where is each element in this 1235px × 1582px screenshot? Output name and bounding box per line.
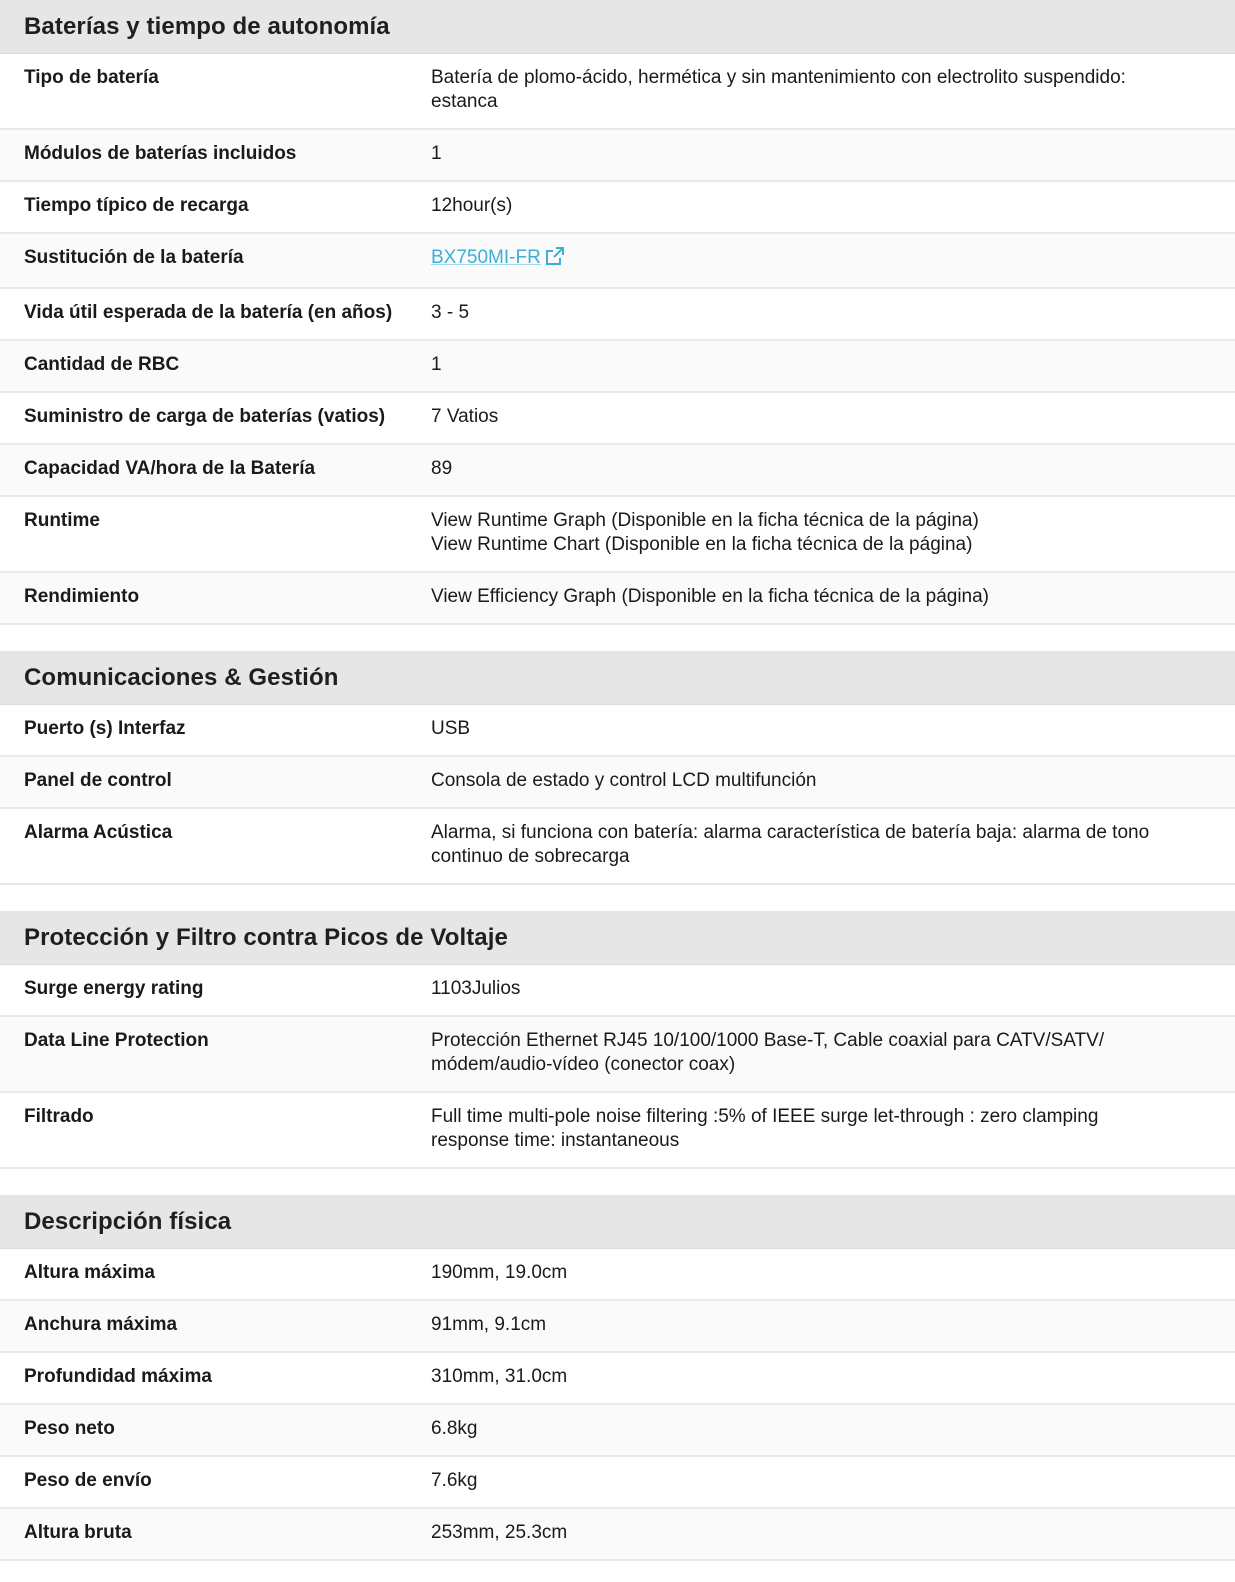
spec-label: Sustitución de la batería xyxy=(24,247,244,268)
spec-value xyxy=(406,405,1235,429)
spec-value xyxy=(406,821,1235,869)
spec-value xyxy=(406,1261,1235,1285)
spec-value-line: View Efficiency Graph (Disponible en la ficha técnica de la página) xyxy=(431,586,990,607)
spec-section-comunicaciones-gestion xyxy=(0,651,1235,885)
section-header xyxy=(0,1195,1235,1249)
spec-row-tiempo-tipico-de-recarga xyxy=(0,182,1235,234)
spec-value-line: 6.8kg xyxy=(431,1418,478,1439)
spec-value-line: estanca xyxy=(431,91,498,112)
spec-row-tipo-de-bateria xyxy=(0,54,1235,130)
spec-row-anchura-maxima xyxy=(0,1301,1235,1353)
spec-row-sustitucion-de-la-bateria xyxy=(0,234,1235,289)
section-title: Comunicaciones & Gestión xyxy=(24,663,339,691)
spec-row-altura-maxima xyxy=(0,1249,1235,1301)
spec-value xyxy=(406,585,1235,609)
spec-value-line: 7.6kg xyxy=(431,1470,478,1491)
spec-value xyxy=(406,246,1235,273)
spec-row-modulos-de-baterias-incluidos xyxy=(0,130,1235,182)
spec-value xyxy=(406,1365,1235,1389)
spec-value-line: Batería de plomo-ácido, hermética y sin mantenimiento con electrolito suspendido: xyxy=(431,67,1126,88)
spec-row-peso-de-envio xyxy=(0,1457,1235,1509)
spec-value xyxy=(406,1417,1235,1441)
spec-value xyxy=(406,142,1235,166)
spec-label: Surge energy rating xyxy=(24,978,204,999)
spec-label: Alarma Acústica xyxy=(24,822,173,843)
spec-value-line: Full time multi-pole noise filtering :5% of IEEE surge let-through : zero clamping xyxy=(431,1106,1099,1127)
spec-label: Módulos de baterías incluidos xyxy=(24,143,297,164)
battery-replacement-link[interactable] xyxy=(431,247,565,268)
spec-label: Peso neto xyxy=(24,1418,115,1439)
spec-row-filtrado xyxy=(0,1093,1235,1169)
spec-value xyxy=(406,1029,1235,1077)
spec-row-rendimiento xyxy=(0,573,1235,625)
spec-row-suministro-de-carga-de-baterias-vatios xyxy=(0,393,1235,445)
spec-value-line: 3 - 5 xyxy=(431,302,470,323)
section-title: Baterías y tiempo de autonomía xyxy=(24,12,390,40)
spec-value-line: USB xyxy=(431,718,471,739)
section-header xyxy=(0,0,1235,54)
spec-label: Suministro de carga de baterías (vatios) xyxy=(24,406,386,427)
spec-value-line: 190mm, 19.0cm xyxy=(431,1262,568,1283)
spec-label: Capacidad VA/hora de la Batería xyxy=(24,458,316,479)
spec-rows xyxy=(0,1249,1235,1561)
spec-value xyxy=(406,717,1235,741)
spec-label: Vida útil esperada de la batería (en años) xyxy=(24,302,393,323)
spec-value xyxy=(406,977,1235,1001)
spec-value-line: View Runtime Chart (Disponible en la ficha técnica de la página) xyxy=(431,534,973,555)
spec-value-line: 1103Julios xyxy=(431,978,521,999)
spec-value-line: 89 xyxy=(431,458,453,479)
section-gap xyxy=(0,625,1235,651)
spec-label: Profundidad máxima xyxy=(24,1366,212,1387)
spec-value-line: 1 xyxy=(431,354,442,375)
spec-section-baterias-y-tiempo-de-autonomia xyxy=(0,0,1235,625)
spec-row-surge-energy-rating xyxy=(0,965,1235,1017)
spec-row-puerto-s-interfaz xyxy=(0,705,1235,757)
spec-label: Tipo de batería xyxy=(24,67,159,88)
spec-label: Data Line Protection xyxy=(24,1030,209,1051)
spec-value-line: View Runtime Graph (Disponible en la ficha técnica de la página) xyxy=(431,510,979,531)
spec-value xyxy=(406,769,1235,793)
spec-value-line: módem/audio-vídeo (conector coax) xyxy=(431,1054,736,1075)
spec-row-altura-bruta xyxy=(0,1509,1235,1561)
spec-section-proteccion-y-filtro-contra-picos-de-voltaje xyxy=(0,911,1235,1169)
spec-label: Altura bruta xyxy=(24,1522,132,1543)
spec-row-runtime xyxy=(0,497,1235,573)
spec-value-line: 7 Vatios xyxy=(431,406,499,427)
spec-value-line: Alarma, si funciona con batería: alarma característica de batería baja: alarma de tono xyxy=(431,822,1150,843)
spec-row-alarma-acustica xyxy=(0,809,1235,885)
spec-value-line: 253mm, 25.3cm xyxy=(431,1522,568,1543)
spec-value xyxy=(406,1469,1235,1493)
spec-label: Tiempo típico de recarga xyxy=(24,195,249,216)
spec-value xyxy=(406,1521,1235,1545)
spec-value-line: 310mm, 31.0cm xyxy=(431,1366,568,1387)
spec-value xyxy=(406,301,1235,325)
spec-rows xyxy=(0,54,1235,625)
spec-row-vida-util-esperada-de-la-bateria-en-anos xyxy=(0,289,1235,341)
spec-label: Runtime xyxy=(24,510,100,531)
link-text: BX750MI-FR xyxy=(431,247,541,268)
spec-row-profundidad-maxima xyxy=(0,1353,1235,1405)
spec-value xyxy=(406,509,1235,557)
spec-value xyxy=(406,66,1235,114)
section-gap xyxy=(0,885,1235,911)
spec-value-line: Consola de estado y control LCD multifunción xyxy=(431,770,817,791)
spec-label: Panel de control xyxy=(24,770,172,791)
spec-row-cantidad-de-rbc xyxy=(0,341,1235,393)
spec-rows xyxy=(0,965,1235,1169)
section-header xyxy=(0,911,1235,965)
section-gap xyxy=(0,1169,1235,1195)
spec-value xyxy=(406,1313,1235,1337)
spec-value xyxy=(406,1105,1235,1153)
spec-label: Altura máxima xyxy=(24,1262,155,1283)
spec-section-descripcion-fisica xyxy=(0,1195,1235,1561)
spec-value-line: 91mm, 9.1cm xyxy=(431,1314,547,1335)
spec-value-line: continuo de sobrecarga xyxy=(431,846,630,867)
spec-value-line: 1 xyxy=(431,143,442,164)
external-link-icon xyxy=(545,246,565,273)
spec-label: Anchura máxima xyxy=(24,1314,178,1335)
spec-label: Puerto (s) Interfaz xyxy=(24,718,186,739)
spec-label: Filtrado xyxy=(24,1106,94,1127)
spec-label: Rendimiento xyxy=(24,586,140,607)
spec-value-line: 12hour(s) xyxy=(431,195,513,216)
spec-row-peso-neto xyxy=(0,1405,1235,1457)
section-title: Protección y Filtro contra Picos de Voltaje xyxy=(24,923,508,951)
spec-value xyxy=(406,194,1235,218)
spec-label: Peso de envío xyxy=(24,1470,152,1491)
spec-value xyxy=(406,353,1235,377)
section-header xyxy=(0,651,1235,705)
spec-row-panel-de-control xyxy=(0,757,1235,809)
section-title: Descripción física xyxy=(24,1207,232,1235)
spec-rows xyxy=(0,705,1235,885)
spec-value xyxy=(406,457,1235,481)
spec-value-line: Protección Ethernet RJ45 10/100/1000 Base-T, Cable coaxial para CATV/SATV/ xyxy=(431,1030,1105,1051)
spec-value-line: response time: instantaneous xyxy=(431,1130,680,1151)
spec-label: Cantidad de RBC xyxy=(24,354,180,375)
spec-row-capacidad-va-hora-de-la-bateria xyxy=(0,445,1235,497)
spec-row-data-line-protection xyxy=(0,1017,1235,1093)
